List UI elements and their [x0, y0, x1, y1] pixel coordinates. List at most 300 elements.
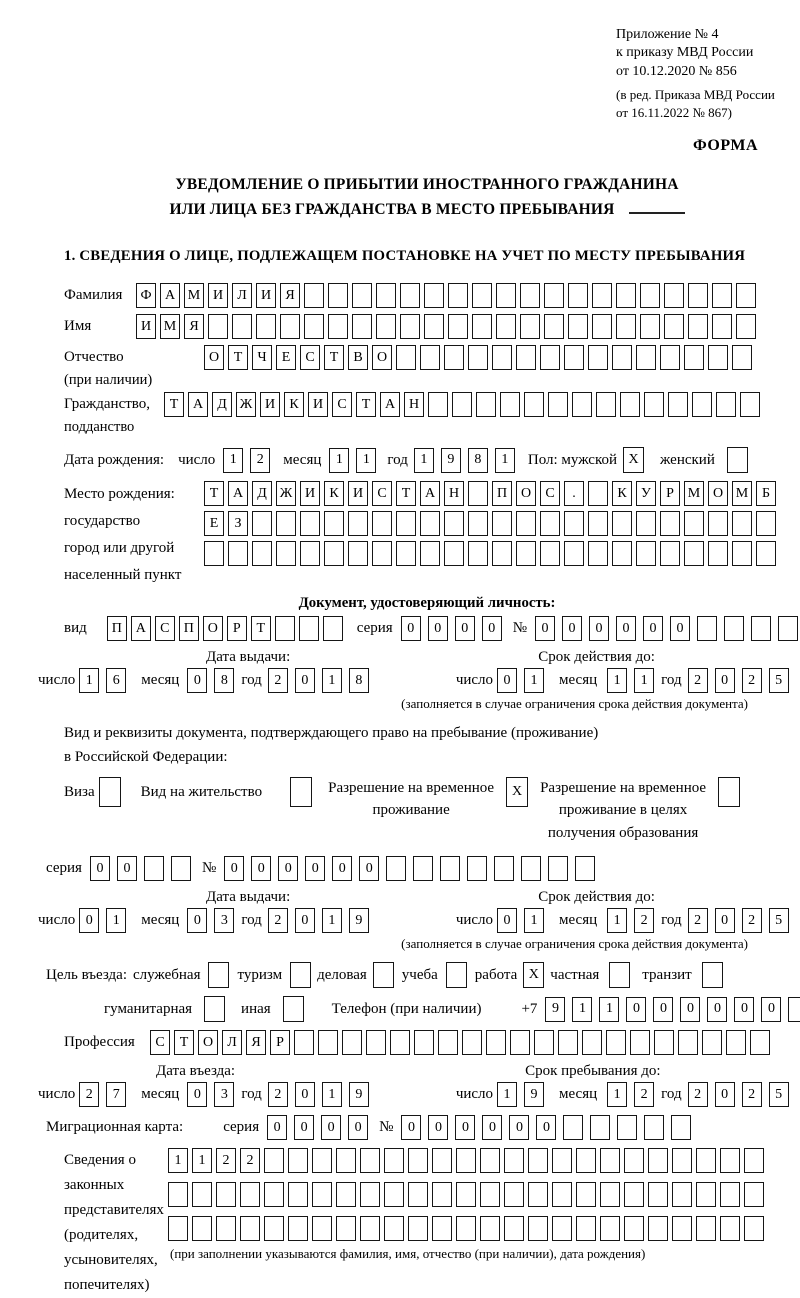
form-cell[interactable]: [552, 1182, 572, 1207]
form-cell[interactable]: [630, 1030, 650, 1055]
form-cell[interactable]: [648, 1216, 668, 1241]
form-cell[interactable]: [288, 1216, 308, 1241]
form-cell[interactable]: [360, 1182, 380, 1207]
form-cell[interactable]: [616, 314, 636, 339]
form-cell[interactable]: Р: [270, 1030, 290, 1055]
form-cell[interactable]: [492, 511, 512, 536]
form-cell[interactable]: Р: [660, 481, 680, 506]
form-cell[interactable]: О: [516, 481, 536, 506]
form-cell[interactable]: У: [636, 481, 656, 506]
form-cell[interactable]: 1: [497, 1082, 517, 1107]
form-cell[interactable]: [612, 541, 632, 566]
form-cell[interactable]: [384, 1216, 404, 1241]
form-cell[interactable]: [582, 1030, 602, 1055]
form-cell[interactable]: [413, 856, 433, 881]
form-cell[interactable]: Н: [444, 481, 464, 506]
form-cell[interactable]: [702, 1030, 722, 1055]
form-cell[interactable]: [600, 1148, 620, 1173]
form-cell[interactable]: Е: [204, 511, 224, 536]
form-cell[interactable]: 1: [322, 908, 342, 933]
form-cell[interactable]: 0: [455, 616, 475, 641]
form-cell[interactable]: 0: [224, 856, 244, 881]
form-cell[interactable]: [744, 1182, 764, 1207]
form-cell[interactable]: [462, 1030, 482, 1055]
form-cell[interactable]: [294, 1030, 314, 1055]
form-cell[interactable]: [744, 1148, 764, 1173]
form-cell[interactable]: 9: [349, 908, 369, 933]
form-cell[interactable]: [516, 345, 536, 370]
form-cell[interactable]: 2: [268, 1082, 288, 1107]
form-cell[interactable]: [400, 314, 420, 339]
form-cell[interactable]: [408, 1216, 428, 1241]
form-cell[interactable]: [720, 1216, 740, 1241]
form-cell[interactable]: [696, 1216, 716, 1241]
form-cell[interactable]: М: [732, 481, 752, 506]
form-cell[interactable]: И: [136, 314, 156, 339]
form-cell[interactable]: [373, 962, 394, 988]
form-cell[interactable]: [228, 541, 248, 566]
form-cell[interactable]: X: [523, 962, 544, 988]
form-cell[interactable]: [304, 314, 324, 339]
form-cell[interactable]: [568, 314, 588, 339]
form-cell[interactable]: В: [348, 345, 368, 370]
form-cell[interactable]: [448, 283, 468, 308]
form-cell[interactable]: И: [208, 283, 228, 308]
form-cell[interactable]: [588, 481, 608, 506]
form-cell[interactable]: 0: [321, 1115, 341, 1140]
form-cell[interactable]: [702, 962, 723, 988]
form-cell[interactable]: 2: [268, 908, 288, 933]
form-cell[interactable]: [192, 1182, 212, 1207]
form-cell[interactable]: 0: [251, 856, 271, 881]
form-cell[interactable]: [612, 345, 632, 370]
form-cell[interactable]: [588, 511, 608, 536]
form-cell[interactable]: [756, 511, 776, 536]
form-cell[interactable]: [288, 1148, 308, 1173]
form-cell[interactable]: [216, 1216, 236, 1241]
form-cell[interactable]: [712, 283, 732, 308]
form-cell[interactable]: Т: [396, 481, 416, 506]
form-cell[interactable]: П: [107, 616, 127, 641]
form-cell[interactable]: [720, 1182, 740, 1207]
form-cell[interactable]: [276, 511, 296, 536]
form-cell[interactable]: [328, 283, 348, 308]
form-cell[interactable]: [740, 392, 760, 417]
form-cell[interactable]: [420, 345, 440, 370]
form-cell[interactable]: 1: [322, 1082, 342, 1107]
form-cell[interactable]: [612, 511, 632, 536]
form-cell[interactable]: 0: [278, 856, 298, 881]
form-cell[interactable]: 0: [626, 997, 646, 1022]
form-cell[interactable]: [732, 511, 752, 536]
form-cell[interactable]: Т: [164, 392, 184, 417]
form-cell[interactable]: 9: [524, 1082, 544, 1107]
form-cell[interactable]: З: [228, 511, 248, 536]
form-cell[interactable]: [620, 392, 640, 417]
form-cell[interactable]: [446, 962, 467, 988]
form-cell[interactable]: [372, 511, 392, 536]
form-cell[interactable]: [718, 777, 740, 807]
form-cell[interactable]: М: [184, 283, 204, 308]
form-cell[interactable]: 1: [79, 668, 99, 693]
form-cell[interactable]: [648, 1148, 668, 1173]
form-cell[interactable]: Т: [324, 345, 344, 370]
form-cell[interactable]: 9: [349, 1082, 369, 1107]
form-cell[interactable]: [660, 511, 680, 536]
form-cell[interactable]: [716, 392, 736, 417]
form-cell[interactable]: [290, 777, 312, 807]
form-cell[interactable]: Т: [204, 481, 224, 506]
form-cell[interactable]: Т: [228, 345, 248, 370]
form-cell[interactable]: Л: [232, 283, 252, 308]
form-cell[interactable]: [444, 345, 464, 370]
form-cell[interactable]: [564, 345, 584, 370]
form-cell[interactable]: [504, 1182, 524, 1207]
form-cell[interactable]: 8: [214, 668, 234, 693]
form-cell[interactable]: [640, 314, 660, 339]
form-cell[interactable]: [558, 1030, 578, 1055]
form-cell[interactable]: [576, 1148, 596, 1173]
form-cell[interactable]: [788, 997, 800, 1022]
form-cell[interactable]: 0: [482, 616, 502, 641]
form-cell[interactable]: [654, 1030, 674, 1055]
form-cell[interactable]: [624, 1148, 644, 1173]
form-cell[interactable]: [467, 856, 487, 881]
form-cell[interactable]: 0: [497, 908, 517, 933]
form-cell[interactable]: [240, 1182, 260, 1207]
form-cell[interactable]: М: [684, 481, 704, 506]
form-cell[interactable]: 0: [482, 1115, 502, 1140]
form-cell[interactable]: [528, 1148, 548, 1173]
form-cell[interactable]: [668, 392, 688, 417]
form-cell[interactable]: [496, 283, 516, 308]
form-cell[interactable]: [590, 1115, 610, 1140]
form-cell[interactable]: [204, 996, 225, 1022]
form-cell[interactable]: [468, 511, 488, 536]
form-cell[interactable]: Н: [404, 392, 424, 417]
form-cell[interactable]: [348, 511, 368, 536]
form-cell[interactable]: [420, 541, 440, 566]
form-cell[interactable]: 1: [607, 908, 627, 933]
form-cell[interactable]: 0: [497, 668, 517, 693]
form-cell[interactable]: [232, 314, 252, 339]
form-cell[interactable]: [664, 283, 684, 308]
form-cell[interactable]: Ч: [252, 345, 272, 370]
form-cell[interactable]: [751, 616, 771, 641]
form-cell[interactable]: [540, 511, 560, 536]
form-cell[interactable]: [440, 856, 460, 881]
form-cell[interactable]: [256, 314, 276, 339]
form-cell[interactable]: [720, 1148, 740, 1173]
form-cell[interactable]: [732, 541, 752, 566]
form-cell[interactable]: 1: [495, 448, 515, 473]
form-cell[interactable]: [636, 345, 656, 370]
form-cell[interactable]: 2: [216, 1148, 236, 1173]
form-cell[interactable]: [342, 1030, 362, 1055]
form-cell[interactable]: [312, 1216, 332, 1241]
form-cell[interactable]: 5: [769, 908, 789, 933]
form-cell[interactable]: [240, 1216, 260, 1241]
form-cell[interactable]: [600, 1182, 620, 1207]
form-cell[interactable]: И: [260, 392, 280, 417]
form-cell[interactable]: К: [612, 481, 632, 506]
form-cell[interactable]: 2: [634, 1082, 654, 1107]
form-cell[interactable]: [283, 996, 304, 1022]
form-cell[interactable]: 1: [329, 448, 349, 473]
form-cell[interactable]: [376, 283, 396, 308]
form-cell[interactable]: [636, 511, 656, 536]
form-cell[interactable]: 0: [428, 616, 448, 641]
form-cell[interactable]: 0: [680, 997, 700, 1022]
form-cell[interactable]: 0: [509, 1115, 529, 1140]
form-cell[interactable]: 2: [634, 908, 654, 933]
form-cell[interactable]: С: [372, 481, 392, 506]
form-cell[interactable]: [696, 1148, 716, 1173]
form-cell[interactable]: [596, 392, 616, 417]
form-cell[interactable]: 0: [187, 668, 207, 693]
form-cell[interactable]: [640, 283, 660, 308]
form-cell[interactable]: 1: [634, 668, 654, 693]
form-cell[interactable]: 0: [295, 668, 315, 693]
form-cell[interactable]: [616, 283, 636, 308]
form-cell[interactable]: Т: [251, 616, 271, 641]
form-cell[interactable]: [544, 283, 564, 308]
form-cell[interactable]: [568, 283, 588, 308]
form-cell[interactable]: 0: [428, 1115, 448, 1140]
form-cell[interactable]: [168, 1216, 188, 1241]
form-cell[interactable]: [486, 1030, 506, 1055]
form-cell[interactable]: Ж: [276, 481, 296, 506]
form-cell[interactable]: [328, 314, 348, 339]
form-cell[interactable]: [708, 345, 728, 370]
form-cell[interactable]: Я: [184, 314, 204, 339]
form-cell[interactable]: 7: [106, 1082, 126, 1107]
form-cell[interactable]: И: [348, 481, 368, 506]
form-cell[interactable]: Ж: [236, 392, 256, 417]
form-cell[interactable]: [520, 283, 540, 308]
form-cell[interactable]: С: [300, 345, 320, 370]
form-cell[interactable]: [688, 314, 708, 339]
form-cell[interactable]: С: [332, 392, 352, 417]
form-cell[interactable]: А: [188, 392, 208, 417]
form-cell[interactable]: 0: [715, 908, 735, 933]
form-cell[interactable]: [696, 1182, 716, 1207]
form-cell[interactable]: [494, 856, 514, 881]
form-cell[interactable]: 0: [79, 908, 99, 933]
form-cell[interactable]: [756, 541, 776, 566]
form-cell[interactable]: Р: [227, 616, 247, 641]
form-cell[interactable]: 0: [715, 668, 735, 693]
form-cell[interactable]: [588, 345, 608, 370]
form-cell[interactable]: 0: [267, 1115, 287, 1140]
form-cell[interactable]: [492, 345, 512, 370]
form-cell[interactable]: [697, 616, 717, 641]
form-cell[interactable]: [606, 1030, 626, 1055]
form-cell[interactable]: [472, 314, 492, 339]
form-cell[interactable]: [672, 1148, 692, 1173]
form-cell[interactable]: 3: [214, 1082, 234, 1107]
form-cell[interactable]: [324, 511, 344, 536]
form-cell[interactable]: О: [203, 616, 223, 641]
form-cell[interactable]: 0: [761, 997, 781, 1022]
form-cell[interactable]: И: [308, 392, 328, 417]
form-cell[interactable]: О: [204, 345, 224, 370]
form-cell[interactable]: [609, 962, 630, 988]
form-cell[interactable]: [456, 1182, 476, 1207]
form-cell[interactable]: О: [198, 1030, 218, 1055]
form-cell[interactable]: [386, 856, 406, 881]
form-cell[interactable]: [408, 1148, 428, 1173]
form-cell[interactable]: 2: [688, 668, 708, 693]
form-cell[interactable]: 2: [688, 1082, 708, 1107]
form-cell[interactable]: 8: [349, 668, 369, 693]
form-cell[interactable]: 0: [715, 1082, 735, 1107]
form-cell[interactable]: [444, 541, 464, 566]
form-cell[interactable]: [468, 541, 488, 566]
form-cell[interactable]: [520, 314, 540, 339]
form-cell[interactable]: [438, 1030, 458, 1055]
form-cell[interactable]: [736, 314, 756, 339]
form-cell[interactable]: 1: [223, 448, 243, 473]
form-cell[interactable]: [290, 962, 311, 988]
form-cell[interactable]: К: [324, 481, 344, 506]
form-cell[interactable]: 0: [295, 1082, 315, 1107]
form-cell[interactable]: [432, 1182, 452, 1207]
form-cell[interactable]: 0: [401, 1115, 421, 1140]
form-cell[interactable]: [396, 511, 416, 536]
form-cell[interactable]: [264, 1216, 284, 1241]
form-cell[interactable]: [280, 314, 300, 339]
form-cell[interactable]: [712, 314, 732, 339]
form-cell[interactable]: [300, 511, 320, 536]
form-cell[interactable]: [563, 1115, 583, 1140]
form-cell[interactable]: [264, 1182, 284, 1207]
form-cell[interactable]: 0: [589, 616, 609, 641]
form-cell[interactable]: 0: [359, 856, 379, 881]
form-cell[interactable]: 0: [187, 1082, 207, 1107]
form-cell[interactable]: [540, 345, 560, 370]
form-cell[interactable]: [352, 314, 372, 339]
form-cell[interactable]: [660, 541, 680, 566]
form-cell[interactable]: 1: [356, 448, 376, 473]
form-cell[interactable]: [564, 511, 584, 536]
form-cell[interactable]: [468, 481, 488, 506]
form-cell[interactable]: 0: [670, 616, 690, 641]
form-cell[interactable]: П: [179, 616, 199, 641]
form-cell[interactable]: Л: [222, 1030, 242, 1055]
form-cell[interactable]: А: [160, 283, 180, 308]
form-cell[interactable]: 1: [524, 908, 544, 933]
form-cell[interactable]: [648, 1182, 668, 1207]
form-cell[interactable]: [252, 511, 272, 536]
form-cell[interactable]: О: [708, 481, 728, 506]
form-cell[interactable]: [304, 283, 324, 308]
form-cell[interactable]: [366, 1030, 386, 1055]
form-cell[interactable]: [336, 1148, 356, 1173]
form-cell[interactable]: [208, 314, 228, 339]
form-cell[interactable]: 2: [79, 1082, 99, 1107]
form-cell[interactable]: 0: [90, 856, 110, 881]
form-cell[interactable]: [750, 1030, 770, 1055]
form-cell[interactable]: 1: [414, 448, 434, 473]
form-cell[interactable]: [99, 777, 121, 807]
form-cell[interactable]: [414, 1030, 434, 1055]
form-cell[interactable]: [264, 1148, 284, 1173]
form-cell[interactable]: [348, 541, 368, 566]
form-cell[interactable]: [552, 1216, 572, 1241]
form-cell[interactable]: [216, 1182, 236, 1207]
form-cell[interactable]: [726, 1030, 746, 1055]
form-cell[interactable]: [516, 541, 536, 566]
form-cell[interactable]: X: [623, 447, 644, 473]
form-cell[interactable]: 0: [455, 1115, 475, 1140]
form-cell[interactable]: [496, 314, 516, 339]
form-cell[interactable]: [672, 1182, 692, 1207]
form-cell[interactable]: [692, 392, 712, 417]
form-cell[interactable]: А: [420, 481, 440, 506]
form-cell[interactable]: [504, 1148, 524, 1173]
form-cell[interactable]: [708, 511, 728, 536]
form-cell[interactable]: [732, 345, 752, 370]
form-cell[interactable]: [432, 1148, 452, 1173]
form-cell[interactable]: [664, 314, 684, 339]
form-cell[interactable]: [208, 962, 229, 988]
form-cell[interactable]: [396, 345, 416, 370]
form-cell[interactable]: [778, 616, 798, 641]
form-cell[interactable]: Б: [756, 481, 776, 506]
form-cell[interactable]: [708, 541, 728, 566]
form-cell[interactable]: [516, 511, 536, 536]
form-cell[interactable]: К: [284, 392, 304, 417]
form-cell[interactable]: [644, 392, 664, 417]
form-cell[interactable]: А: [131, 616, 151, 641]
form-cell[interactable]: 5: [769, 1082, 789, 1107]
form-cell[interactable]: [424, 314, 444, 339]
form-cell[interactable]: [744, 1216, 764, 1241]
form-cell[interactable]: 0: [616, 616, 636, 641]
form-cell[interactable]: 5: [769, 668, 789, 693]
form-cell[interactable]: X: [506, 777, 528, 807]
form-cell[interactable]: 2: [742, 668, 762, 693]
form-cell[interactable]: 1: [599, 997, 619, 1022]
form-cell[interactable]: [492, 541, 512, 566]
form-cell[interactable]: [528, 1182, 548, 1207]
form-cell[interactable]: [480, 1182, 500, 1207]
form-cell[interactable]: 2: [240, 1148, 260, 1173]
form-cell[interactable]: 1: [572, 997, 592, 1022]
form-cell[interactable]: [540, 541, 560, 566]
form-cell[interactable]: [510, 1030, 530, 1055]
form-cell[interactable]: [476, 392, 496, 417]
form-cell[interactable]: М: [160, 314, 180, 339]
form-cell[interactable]: 8: [468, 448, 488, 473]
form-cell[interactable]: 6: [106, 668, 126, 693]
form-cell[interactable]: 0: [294, 1115, 314, 1140]
form-cell[interactable]: 0: [117, 856, 137, 881]
form-cell[interactable]: Я: [246, 1030, 266, 1055]
form-cell[interactable]: [288, 1182, 308, 1207]
form-cell[interactable]: [671, 1115, 691, 1140]
form-cell[interactable]: 2: [742, 908, 762, 933]
form-cell[interactable]: 0: [643, 616, 663, 641]
form-cell[interactable]: [456, 1148, 476, 1173]
form-cell[interactable]: Д: [212, 392, 232, 417]
form-cell[interactable]: [171, 856, 191, 881]
form-cell[interactable]: [336, 1182, 356, 1207]
form-cell[interactable]: [452, 392, 472, 417]
form-cell[interactable]: 0: [653, 997, 673, 1022]
form-cell[interactable]: И: [300, 481, 320, 506]
